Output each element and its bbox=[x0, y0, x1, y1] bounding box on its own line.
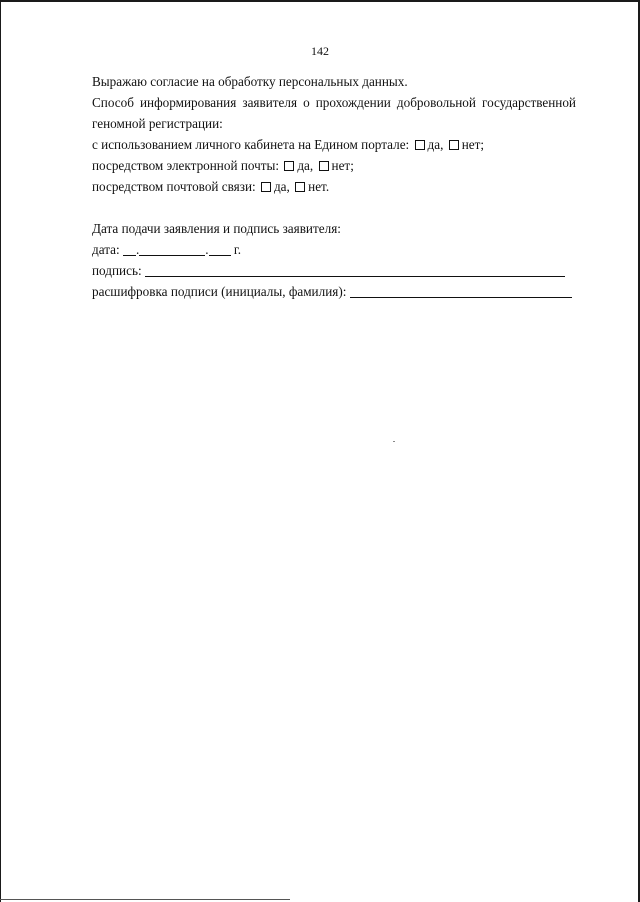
option-post-no-label: нет. bbox=[308, 179, 330, 194]
option-email bbox=[92, 155, 576, 176]
notification-method-heading-line-2: геномной регистрации: bbox=[92, 116, 223, 131]
decoding-row bbox=[92, 281, 576, 302]
checkbox-email-no[interactable] bbox=[319, 161, 329, 171]
page-border-left bbox=[0, 0, 1, 902]
date-day-field[interactable] bbox=[123, 242, 136, 256]
decoding-field[interactable] bbox=[350, 284, 572, 298]
consent-statement: Выражаю согласие на обработку персональных данных. bbox=[92, 74, 408, 89]
scan-artifact-dot bbox=[393, 441, 395, 442]
date-separator-1: . bbox=[135, 242, 140, 257]
signature-row bbox=[92, 260, 576, 281]
option-email-label: посредством электронной почты: bbox=[92, 158, 280, 173]
option-portal-label: с использованием личного кабинета на Едином портале: bbox=[92, 137, 410, 152]
date-row bbox=[92, 239, 576, 260]
signature-label: подпись: bbox=[92, 263, 142, 278]
date-month-field[interactable] bbox=[139, 242, 205, 256]
spacer bbox=[92, 197, 576, 218]
checkbox-portal-yes[interactable] bbox=[415, 140, 425, 150]
date-year-field[interactable] bbox=[209, 242, 231, 256]
notification-method-heading-line-1: Способ информирования заявителя о прохождении добровольной государственной bbox=[92, 95, 576, 110]
checkbox-post-no[interactable] bbox=[295, 182, 305, 192]
checkbox-post-yes[interactable] bbox=[261, 182, 271, 192]
page-bottom-line bbox=[0, 899, 290, 900]
option-portal bbox=[92, 134, 576, 155]
checkbox-email-yes[interactable] bbox=[284, 161, 294, 171]
checkbox-portal-no[interactable] bbox=[449, 140, 459, 150]
option-portal-yes-label: да, bbox=[427, 137, 444, 152]
option-post bbox=[92, 176, 576, 197]
option-portal-no-label: нет; bbox=[461, 137, 485, 152]
decoding-label: расшифровка подписи (инициалы, фамилия): bbox=[92, 284, 347, 299]
date-year-suffix: г. bbox=[233, 242, 242, 257]
date-separator-2: . bbox=[205, 242, 209, 257]
date-label: дата: bbox=[92, 242, 120, 257]
option-post-label: посредством почтовой связи: bbox=[92, 179, 256, 194]
document-body bbox=[92, 71, 576, 302]
page-border-top bbox=[0, 0, 640, 2]
option-post-yes-label: да, bbox=[273, 179, 290, 194]
option-email-no-label: нет; bbox=[331, 158, 354, 173]
page-number: 142 bbox=[311, 44, 329, 58]
signature-field[interactable] bbox=[145, 263, 565, 277]
signature-heading: Дата подачи заявления и подпись заявителя: bbox=[92, 221, 341, 236]
option-email-yes-label: да, bbox=[297, 158, 314, 173]
